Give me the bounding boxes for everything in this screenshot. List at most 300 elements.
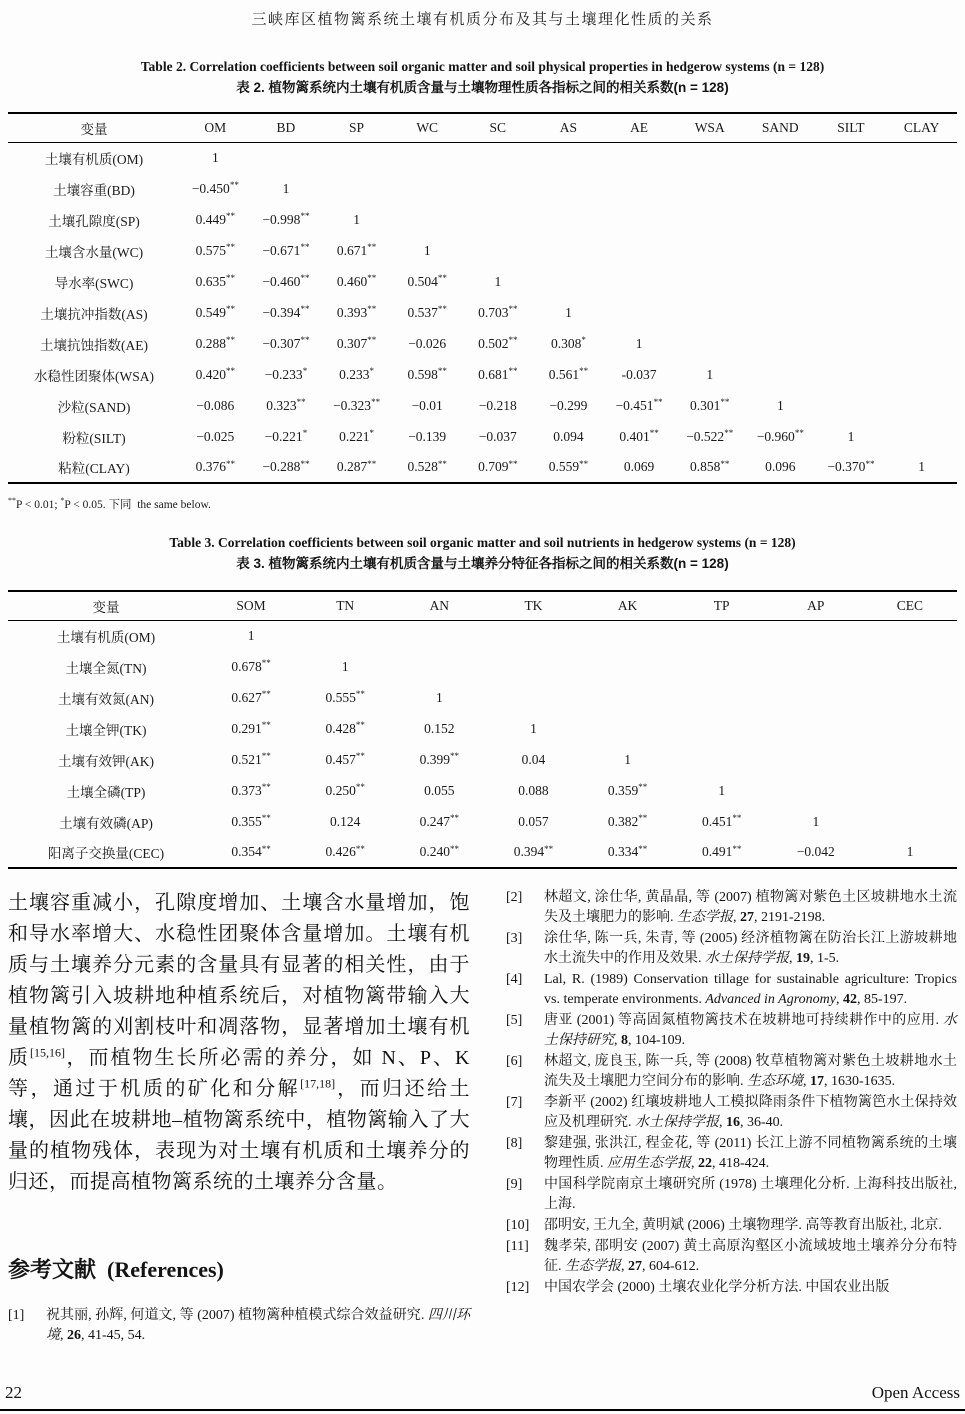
table-cell: −0.086 bbox=[196, 397, 235, 413]
column-header: SP bbox=[349, 119, 365, 135]
reference-number: [12] bbox=[506, 1280, 530, 1295]
column-header: AN bbox=[429, 597, 450, 613]
table-cell bbox=[886, 359, 957, 390]
table-cell: −0.451** bbox=[615, 397, 663, 413]
reference-item bbox=[506, 970, 957, 1010]
row-label: 粉粒(SILT) bbox=[62, 430, 126, 446]
journal-name: 水土保持学报 bbox=[705, 951, 789, 966]
table-cell bbox=[675, 620, 769, 651]
table-cell bbox=[745, 359, 816, 390]
significance-stars: ** bbox=[367, 304, 377, 314]
table-cell bbox=[863, 651, 957, 682]
reference-item bbox=[506, 1093, 957, 1133]
column-header: OM bbox=[204, 119, 227, 135]
table-cell: 1 bbox=[847, 428, 855, 444]
table-cell bbox=[392, 204, 463, 235]
journal-name: 水土保持研究 bbox=[544, 1013, 957, 1048]
significance-stars: ** bbox=[720, 397, 730, 407]
row-label: 土壤全磷(TP) bbox=[66, 784, 146, 800]
reference-item bbox=[506, 1216, 957, 1236]
table-body bbox=[8, 142, 957, 483]
page-number: 22 bbox=[5, 1383, 22, 1402]
table-cell: 0.627** bbox=[231, 689, 271, 705]
references-heading-en: (References) bbox=[96, 1257, 224, 1282]
significance-stars: ** bbox=[437, 273, 447, 283]
table-cell bbox=[863, 682, 957, 713]
significance-stars: ** bbox=[649, 428, 659, 438]
significance-stars: ** bbox=[296, 397, 306, 407]
row-label: 土壤有机质(OM) bbox=[44, 151, 144, 167]
table-row bbox=[8, 359, 957, 390]
table-cell bbox=[581, 682, 675, 713]
significance-stars: ** bbox=[300, 304, 310, 314]
row-label: 阳离子交换量(CEC) bbox=[47, 846, 165, 861]
column-header: AK bbox=[617, 597, 638, 613]
reference-text: 中国农学会 (2000) 土壤农业化学分析方法. 中国农业出版 bbox=[544, 1280, 890, 1295]
table-cell: 0.555** bbox=[325, 689, 365, 705]
table-cell: 0.575** bbox=[195, 242, 235, 258]
table-cell bbox=[604, 297, 675, 328]
reference-number: [1] bbox=[8, 1308, 25, 1323]
column-header: SOM bbox=[236, 597, 266, 613]
table-cell bbox=[674, 297, 745, 328]
significance-stars: ** bbox=[653, 397, 663, 407]
table-cell: 1 bbox=[494, 273, 502, 289]
table-cell: 1 bbox=[565, 304, 572, 320]
table-cell bbox=[486, 682, 580, 713]
table-cell bbox=[463, 173, 534, 204]
table-cell bbox=[392, 173, 463, 204]
significance-stars: ** bbox=[261, 720, 271, 730]
column-header: SAND bbox=[761, 119, 799, 135]
reference-text: 中国科学院南京土壤研究所 (1978) 土壤理化分析. 上海科技出版社, 上海. bbox=[544, 1177, 957, 1212]
significance-stars: ** bbox=[226, 273, 235, 283]
journal-name: 应用生态学报 bbox=[607, 1156, 691, 1171]
table-cell: −0.288** bbox=[262, 458, 310, 474]
table-cell bbox=[886, 173, 957, 204]
significance-stars: ** bbox=[638, 782, 648, 792]
references-list-left bbox=[8, 1306, 470, 1346]
significance-stars: ** bbox=[300, 335, 310, 345]
table-cell bbox=[745, 297, 816, 328]
table3-caption-zh: 表 3. 植物篱系统内土壤有机质含量与土壤养分特征各指标之间的相关系数(n = 128) bbox=[236, 556, 729, 571]
superscript: * bbox=[60, 496, 65, 506]
column-header: TP bbox=[713, 597, 730, 613]
table-cell bbox=[745, 142, 816, 173]
table-cell: −0.139 bbox=[408, 428, 447, 444]
superscript: ** bbox=[8, 496, 16, 506]
left-column bbox=[8, 888, 470, 1347]
table-cell bbox=[816, 266, 887, 297]
table-cell bbox=[533, 142, 604, 173]
table-cell: 1 bbox=[282, 180, 290, 196]
table-cell: 1 bbox=[211, 149, 219, 165]
column-header: TN bbox=[336, 597, 355, 613]
significance-stars: ** bbox=[355, 782, 365, 792]
column-header: WSA bbox=[694, 119, 725, 135]
table-cell: 1 bbox=[718, 782, 726, 798]
table-cell: 0.460** bbox=[336, 273, 377, 289]
right-column bbox=[506, 888, 957, 1347]
table2-caption-zh: 表 2. 植物篱系统内土壤有机质含量与土壤物理性质各指标之间的相关系数(n = 128) bbox=[236, 80, 729, 95]
significance-stars: * bbox=[302, 366, 308, 376]
table-cell: 0.094 bbox=[553, 428, 584, 444]
table3-caption bbox=[0, 532, 965, 575]
column-header: AP bbox=[807, 597, 825, 613]
row-label: 导水率(SWC) bbox=[54, 275, 134, 291]
reference-text: 林超文, 庞良玉, 陈一兵, 等 (2008) 牧草植物篱对紫色土坡耕地水土流失及土壤肥力空间分布的影响. 生态环境, 17, 1630-1635. bbox=[544, 1054, 957, 1089]
table-cell: −0.460** bbox=[262, 273, 310, 289]
table-cell bbox=[674, 235, 745, 266]
table-cell: 0.233* bbox=[339, 366, 374, 382]
table-cell: 0.301** bbox=[690, 397, 730, 413]
table-cell: 0.549** bbox=[195, 304, 235, 320]
reference-text: 李新平 (2002) 红壤坡耕地人工模拟降雨条件下植物篱笆水土保持效应及机理研究. 水土保持学报, 16, 36-40. bbox=[544, 1095, 957, 1130]
table-cell: 0.376** bbox=[195, 458, 235, 474]
table-cell: 0.709** bbox=[478, 458, 518, 474]
significance-stars: ** bbox=[437, 304, 447, 314]
table-cell: 0.04 bbox=[521, 751, 546, 767]
table-cell bbox=[863, 620, 957, 651]
table-cell: 0.373** bbox=[231, 782, 271, 798]
table-row bbox=[8, 452, 957, 483]
significance-stars: ** bbox=[638, 813, 648, 823]
table-cell bbox=[769, 744, 863, 775]
table-cell: −0.450** bbox=[191, 180, 239, 196]
row-label: 土壤全氮(TN) bbox=[65, 660, 147, 676]
table-cell bbox=[675, 651, 769, 682]
table-cell: 0.334** bbox=[607, 843, 648, 859]
significance-stars: ** bbox=[724, 428, 734, 438]
significance-stars: ** bbox=[355, 720, 365, 730]
reference-number: [5] bbox=[506, 1013, 523, 1028]
table-cell bbox=[816, 297, 887, 328]
volume-number: 16 bbox=[726, 1115, 740, 1130]
volume-number: 22 bbox=[698, 1156, 712, 1171]
table2-correlation-table bbox=[8, 112, 957, 484]
significance-stars: ** bbox=[226, 366, 235, 376]
superscript: [15,16] bbox=[30, 1045, 65, 1060]
reference-number: [8] bbox=[506, 1136, 523, 1151]
table-cell: 0.678** bbox=[231, 658, 271, 674]
table-row bbox=[8, 235, 957, 266]
superscript: [17,18] bbox=[300, 1076, 336, 1091]
table-cell bbox=[392, 620, 486, 651]
reference-text: 林超文, 涂仕华, 黄晶晶, 等 (2007) 植物篱对紫色土区坡耕地水土流失及土壤肥力的影响. 生态学报, 27, 2191-2198. bbox=[544, 890, 957, 925]
reference-text: 祝其丽, 孙辉, 何道文, 等 (2007) 植物篱种植模式综合效益研究. 四川环境, 26, 41-45, 54. bbox=[46, 1308, 471, 1343]
reference-item bbox=[506, 888, 957, 928]
significance-stars: ** bbox=[261, 689, 271, 699]
table-cell bbox=[675, 744, 769, 775]
table-cell bbox=[533, 266, 604, 297]
significance-stars: ** bbox=[226, 458, 235, 469]
column-header: 变量 bbox=[92, 599, 120, 615]
table-row bbox=[8, 142, 957, 173]
table-cell bbox=[604, 173, 675, 204]
table-cell: 0.152 bbox=[424, 720, 455, 736]
table-cell: 0.287** bbox=[336, 458, 377, 474]
significance-stars: ** bbox=[367, 242, 377, 252]
table-cell: −0.01 bbox=[411, 397, 443, 413]
significance-stars: ** bbox=[367, 273, 377, 283]
table-row bbox=[8, 682, 957, 713]
table-cell bbox=[463, 235, 534, 266]
significance-stars: ** bbox=[226, 304, 235, 314]
table-cell: 0.504** bbox=[407, 273, 447, 289]
column-header: TK bbox=[524, 597, 543, 613]
table-cell: 0.528** bbox=[407, 458, 447, 474]
table-cell: 0.354** bbox=[231, 843, 271, 859]
significance-stars: ** bbox=[355, 843, 365, 854]
reference-item bbox=[506, 929, 957, 969]
significance-stars: ** bbox=[261, 843, 271, 854]
table-cell: 0.308* bbox=[551, 335, 586, 351]
table-cell bbox=[816, 142, 887, 173]
table-cell bbox=[816, 235, 887, 266]
reference-item bbox=[506, 1134, 957, 1174]
reference-text: 黎建强, 张洪江, 程金花, 等 (2011) 长江上游不同植物篱系统的土壤物理性质. 应用生态学报, 22, 418-424. bbox=[544, 1136, 957, 1171]
table-cell: 0.221* bbox=[339, 428, 374, 444]
table-cell: 0.451** bbox=[702, 813, 742, 829]
reference-item bbox=[506, 1011, 957, 1051]
table-cell bbox=[886, 266, 957, 297]
journal-name: 生态学报 bbox=[677, 910, 733, 925]
table-cell bbox=[251, 142, 322, 173]
significance-stars: ** bbox=[508, 304, 518, 314]
table-cell: 0.124 bbox=[330, 813, 361, 829]
significance-stars: ** bbox=[300, 242, 310, 252]
table-cell: 0.491** bbox=[702, 843, 742, 859]
row-label: 沙粒(SAND) bbox=[57, 399, 131, 415]
table-header-row bbox=[8, 591, 957, 620]
table-cell bbox=[392, 651, 486, 682]
significance-stars: ** bbox=[508, 335, 518, 345]
column-header: SILT bbox=[837, 119, 865, 135]
table-row bbox=[8, 328, 957, 359]
reference-number: [6] bbox=[506, 1054, 523, 1069]
row-label: 粘粒(CLAY) bbox=[58, 461, 130, 476]
significance-stars: ** bbox=[508, 458, 518, 469]
table-cell bbox=[463, 142, 534, 173]
table-cell: 0.537** bbox=[407, 304, 447, 320]
table-cell bbox=[816, 390, 887, 421]
table-cell: 1 bbox=[341, 658, 349, 674]
reference-number: [4] bbox=[506, 972, 523, 987]
table-cell bbox=[863, 806, 957, 837]
table2-caption-en: Table 2. Correlation coefficients between soil organic matter and soil physical properties in hedgerow systems (n = 128) bbox=[140, 59, 825, 74]
significance-stars: ** bbox=[300, 458, 310, 469]
table-cell bbox=[298, 620, 392, 651]
significance-stars: ** bbox=[638, 843, 648, 854]
table-cell bbox=[604, 235, 675, 266]
table-header bbox=[8, 591, 957, 620]
body-columns bbox=[8, 888, 957, 1347]
column-header: 变量 bbox=[80, 121, 108, 137]
table-cell: 0.055 bbox=[424, 782, 455, 798]
table-cell: 0.681** bbox=[478, 366, 518, 382]
table-cell: −0.998** bbox=[262, 211, 310, 227]
significance-stars: ** bbox=[508, 366, 518, 376]
table-cell bbox=[674, 204, 745, 235]
table-row bbox=[8, 297, 957, 328]
references-list-right bbox=[506, 888, 957, 1298]
reference-number: [9] bbox=[506, 1177, 523, 1192]
reference-item bbox=[506, 1175, 957, 1215]
reference-item bbox=[506, 1052, 957, 1092]
table2-caption bbox=[0, 56, 965, 99]
table-cell bbox=[886, 235, 957, 266]
significance-stars: ** bbox=[226, 211, 235, 221]
table-row bbox=[8, 204, 957, 235]
table-cell: 0.247** bbox=[419, 813, 459, 829]
table-cell: 0.635** bbox=[195, 273, 235, 289]
reference-number: [11] bbox=[506, 1239, 529, 1254]
page-header-title: 三峡库区植物篱系统土壤有机质分布及其与土壤理化性质的关系 bbox=[251, 12, 714, 28]
row-label: 水稳性团聚体(WSA) bbox=[34, 368, 154, 384]
row-label: 土壤有效钾(AK) bbox=[58, 753, 154, 769]
table-cell bbox=[886, 421, 957, 452]
column-header: CEC bbox=[896, 597, 924, 613]
table-cell: 0.355** bbox=[231, 813, 271, 829]
table-cell bbox=[816, 173, 887, 204]
table-cell bbox=[463, 204, 534, 235]
table-cell: 0.449** bbox=[195, 211, 235, 227]
significance-stars: * bbox=[581, 335, 586, 345]
table-cell: 1 bbox=[776, 397, 784, 413]
table-cell: −0.233* bbox=[264, 366, 308, 382]
reference-number: [2] bbox=[506, 890, 523, 905]
table-row bbox=[8, 421, 957, 452]
row-label: 土壤有效磷(AP) bbox=[59, 815, 153, 831]
table-cell bbox=[533, 173, 604, 204]
column-header: WC bbox=[416, 119, 439, 135]
volume-number: 27 bbox=[628, 1259, 642, 1274]
table-cell: −0.323** bbox=[333, 397, 381, 413]
table-cell: 1 bbox=[918, 459, 925, 474]
table-row bbox=[8, 744, 957, 775]
table-cell bbox=[769, 775, 863, 806]
table-cell bbox=[675, 682, 769, 713]
table-cell bbox=[886, 204, 957, 235]
table-cell: −0.960** bbox=[756, 428, 804, 444]
column-header: BD bbox=[276, 119, 296, 135]
table-cell: 1 bbox=[635, 335, 643, 351]
column-header: CLAY bbox=[903, 119, 940, 135]
table-cell: 0.250** bbox=[325, 782, 365, 798]
row-label: 土壤容重(BD) bbox=[53, 182, 135, 198]
column-header: SC bbox=[489, 119, 507, 135]
table-cell bbox=[674, 142, 745, 173]
table-header bbox=[8, 113, 957, 142]
significance-stars: ** bbox=[261, 658, 271, 668]
row-label: 土壤有效氮(AN) bbox=[58, 691, 154, 707]
table2-footnote: **P < 0.01; *P < 0.05. 下同 the same below. bbox=[8, 496, 211, 511]
significance-stars: ** bbox=[450, 813, 459, 823]
significance-stars: ** bbox=[794, 428, 804, 438]
table-header-row bbox=[8, 113, 957, 142]
table-cell bbox=[486, 651, 580, 682]
reference-item bbox=[506, 1278, 957, 1298]
open-access-label: Open Access bbox=[871, 1383, 960, 1402]
table-cell: 0.359** bbox=[607, 782, 648, 798]
table-cell: −0.671** bbox=[262, 242, 310, 258]
table-cell: 1 bbox=[353, 211, 360, 227]
significance-stars: ** bbox=[732, 813, 742, 823]
table3-correlation-table bbox=[8, 590, 957, 869]
volume-number: 26 bbox=[67, 1328, 81, 1343]
table-cell: 1 bbox=[530, 720, 537, 736]
table3-caption-en: Table 3. Correlation coefficients between soil organic matter and soil nutrients in hedgerow systems (n = 128) bbox=[169, 535, 796, 550]
table-row bbox=[8, 390, 957, 421]
volume-number: 27 bbox=[740, 910, 754, 925]
table-cell bbox=[674, 173, 745, 204]
row-label: 土壤有机质(OM) bbox=[56, 629, 156, 645]
table-cell: 1 bbox=[812, 813, 820, 829]
table-row bbox=[8, 713, 957, 744]
table-cell bbox=[816, 359, 887, 390]
table-cell: −0.522** bbox=[686, 428, 734, 444]
table-cell: 0.382** bbox=[607, 813, 648, 829]
row-label: 土壤含水量(WC) bbox=[44, 244, 144, 260]
reference-text: 唐亚 (2001) 等高固氮植物篱技术在坡耕地可持续耕作中的应用. 水土保持研究, 8, 104-109. bbox=[544, 1013, 957, 1048]
volume-number: 8 bbox=[621, 1033, 628, 1048]
bottom-rule bbox=[0, 1409, 965, 1411]
table-cell: 0.561** bbox=[548, 366, 589, 382]
table-cell: −0.037 bbox=[478, 428, 517, 444]
table-cell: −0.026 bbox=[408, 335, 447, 351]
table-cell: 0.291** bbox=[231, 720, 271, 736]
table-cell: 0.428** bbox=[325, 720, 365, 736]
significance-stars: * bbox=[302, 428, 308, 438]
table-cell bbox=[533, 235, 604, 266]
journal-name: 四川环境 bbox=[46, 1308, 471, 1343]
significance-stars: ** bbox=[371, 397, 381, 407]
reference-text: 涂仕华, 陈一兵, 朱青, 等 (2005) 经济植物篱在防治长江上游坡耕地水土流失中的作用及效果. 水土保持学报, 19, 1-5. bbox=[544, 931, 957, 966]
reference-number: [7] bbox=[506, 1095, 523, 1110]
table-cell: 0.307** bbox=[336, 335, 377, 351]
significance-stars: ** bbox=[579, 366, 589, 376]
table-cell: 0.401** bbox=[619, 428, 659, 444]
table-cell bbox=[886, 390, 957, 421]
table-row bbox=[8, 173, 957, 204]
table-cell bbox=[886, 142, 957, 173]
table-cell bbox=[745, 173, 816, 204]
table-row bbox=[8, 806, 957, 837]
table-cell: 0.393** bbox=[336, 304, 377, 320]
table-cell bbox=[321, 142, 392, 173]
reference-number: [3] bbox=[506, 931, 523, 946]
table-row bbox=[8, 775, 957, 806]
reference-text: 邵明安, 王九全, 黄明斌 (2006) 土壤物理学. 高等教育出版社, 北京. bbox=[544, 1218, 942, 1233]
row-label: 土壤抗冲指数(AS) bbox=[40, 306, 148, 322]
significance-stars: ** bbox=[720, 458, 730, 469]
table-cell bbox=[863, 713, 957, 744]
table-cell: −0.299 bbox=[549, 397, 588, 413]
significance-stars: * bbox=[369, 428, 374, 438]
table-cell bbox=[486, 620, 580, 651]
table-cell: −0.394** bbox=[262, 304, 310, 320]
table-cell: 0.394** bbox=[513, 843, 554, 859]
table-cell bbox=[581, 620, 675, 651]
table-cell bbox=[769, 620, 863, 651]
table-cell: −0.042 bbox=[796, 844, 835, 859]
significance-stars: ** bbox=[261, 782, 271, 792]
table-cell: 0.057 bbox=[518, 813, 549, 829]
table-cell bbox=[886, 328, 957, 359]
significance-stars: ** bbox=[450, 751, 459, 761]
table-cell: 1 bbox=[435, 689, 443, 705]
significance-stars: ** bbox=[367, 458, 377, 469]
